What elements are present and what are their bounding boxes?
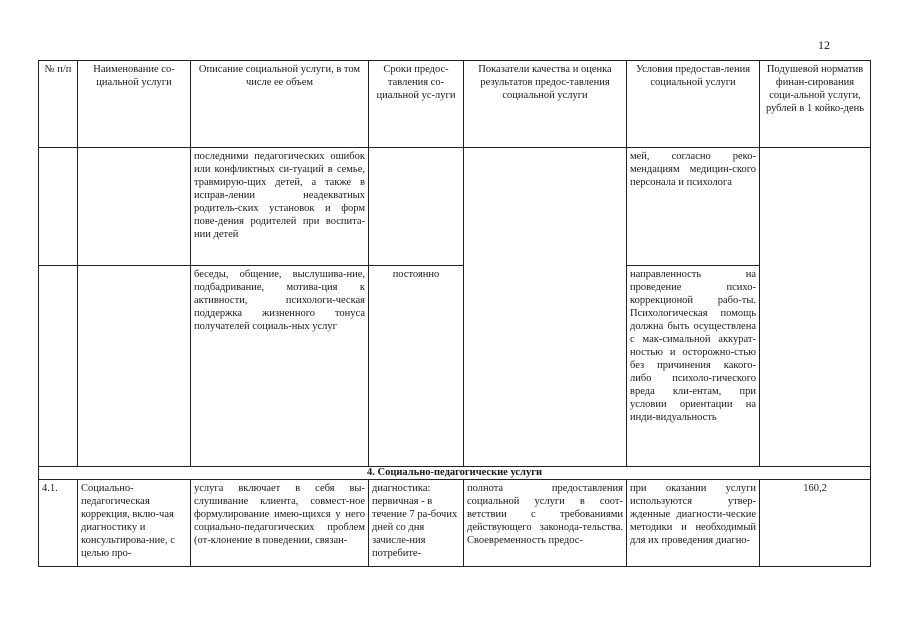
header-service-name: Наименование со-циальной услуги xyxy=(78,61,191,148)
cell-norm: 160,2 xyxy=(760,480,871,567)
cell-num xyxy=(39,148,78,266)
section-title: 4. Социально-педагогические услуги xyxy=(39,467,871,480)
cell-terms xyxy=(369,148,464,266)
header-num: № п/п xyxy=(39,61,78,148)
header-description: Описание социальной услуги, в том числе ее объем xyxy=(191,61,369,148)
cell-conditions: мей, согласно реко-мендациям медицин-ского персонала и психолога xyxy=(627,148,760,266)
cell-terms: постоянно xyxy=(369,266,464,467)
cell-num xyxy=(39,266,78,467)
services-table xyxy=(38,60,871,567)
table-row xyxy=(39,266,871,467)
cell-description: последними педагогических ошибок или конфликтных си-туаций в семье, травмирую-щих детей, а также в исправ-лении неадекватных родитель-ских установок и форм пове-дения родителей при воспита-нии детей xyxy=(191,148,369,266)
header-quality: Показатели качества и оценка результатов предос-тавления социальной услуги xyxy=(464,61,627,148)
page-number: 12 xyxy=(818,38,830,52)
section-header-row xyxy=(39,467,871,480)
cell-quality xyxy=(464,148,627,467)
cell-service-name xyxy=(78,148,191,266)
cell-terms: диагностика: первичная - в течение 7 ра-бочих дней со дня зачисле-ния потребите- xyxy=(369,480,464,567)
cell-num: 4.1. xyxy=(39,480,78,567)
table-row xyxy=(39,480,871,567)
header-norm: Подушевой норматив финан-сирования соци-альной услуги, рублей в 1 койко-день xyxy=(760,61,871,148)
services-table-container xyxy=(38,60,871,567)
cell-service-name: Социально-педагогическая коррекция, вклю-чая диагностику и консультирова-ние, с целью про- xyxy=(78,480,191,567)
cell-description: беседы, общение, выслушива-ние, подбадривание, мотива-ция к активности, психологи-ческая поддержка жизненного тонуса получателей социаль-ных услуг xyxy=(191,266,369,467)
cell-conditions: направленность на проведение психо-коррекционой рабо-ты. Психологическая помощь должна быть осуществлена с мак-симальной аккурат-ностью и осторожно-стью без причинения какого-либо психоло-гического вреда кли-ентам, при условии ориентации на инди-видуальность xyxy=(627,266,760,467)
table-row xyxy=(39,148,871,266)
cell-norm xyxy=(760,148,871,467)
cell-conditions: при оказании услуги используются утвер-жденные диагности-ческие методики и необходимый для их проведения диагно- xyxy=(627,480,760,567)
cell-quality: полнота предоставления социальной услуги в соот-ветствии с требованиями действующего законода-тельства. Своевременность предос- xyxy=(464,480,627,567)
cell-description: услуга включает в себя вы-слушивание клиента, совмест-ное формулирование имею-щихся у него социально-педагогических проблем (от-клонение в поведении, связан- xyxy=(191,480,369,567)
table-header-row xyxy=(39,61,871,148)
header-conditions: Условия предостав-ления социальной услуги xyxy=(627,61,760,148)
cell-service-name xyxy=(78,266,191,467)
header-terms: Сроки предос-тавления со-циальной ус-луги xyxy=(369,61,464,148)
